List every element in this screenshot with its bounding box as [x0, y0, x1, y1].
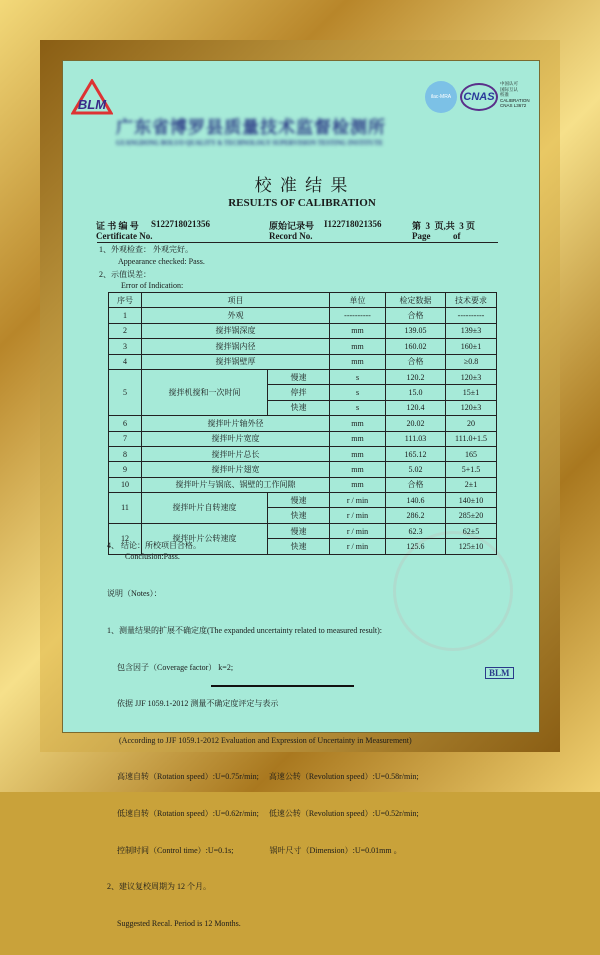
table-row [109, 354, 497, 369]
table-row [109, 416, 497, 431]
item-name: 搅拌锅深度 [142, 323, 330, 338]
sub-item: 快速 [268, 508, 330, 523]
item-name: 搅拌叶片与锅底、锅壁的工作间隙 [142, 477, 330, 492]
header-cell: 单位 [330, 293, 386, 308]
note-line: 高速自转（Rotation speed）:U=0.75r/min; 高速公转（Revolution speed）:U=0.58r/min; [117, 772, 419, 782]
note-line: 依据 JJF 1059.1-2012 测量不确定度评定与表示 [117, 699, 279, 709]
requirement: 120±3 [446, 369, 497, 384]
requirement: 140±10 [446, 493, 497, 508]
requirement: 120±3 [446, 400, 497, 415]
note-line: 1、测量结果的扩展不确定度(The expanded uncertainty related to measured result): [107, 626, 383, 636]
section-2-en: Error of Indication: [121, 281, 184, 290]
institute-name-cn: 广东省博罗县质量技术监督检测所 [116, 118, 386, 137]
section-2-cn: 2、示值误差： [99, 270, 151, 279]
unit: s [330, 400, 386, 415]
item-name: 搅拌锅壁厚 [142, 354, 330, 369]
measured-value: 合格 [386, 354, 446, 369]
unit: mm [330, 431, 386, 446]
record-label-en: Record No. [269, 231, 313, 241]
row-number: 1 [109, 308, 142, 323]
header-cell: 项目 [142, 293, 330, 308]
section-1-cn: 1、外观检查： 外观完好。 [99, 245, 193, 254]
measured-value: 286.2 [386, 508, 446, 523]
measured-value: 165.12 [386, 446, 446, 461]
record-no: I122718021356 [324, 219, 382, 229]
measured-value: 15.0 [386, 385, 446, 400]
table-row [109, 462, 497, 477]
sub-item: 慢速 [268, 523, 330, 538]
requirement: ---------- [446, 308, 497, 323]
note-line: (According to JJF 1059.1-2012 Evaluation and Expression of Uncertainty in Measurement) [119, 735, 412, 745]
unit: mm [330, 446, 386, 461]
requirement: 139±3 [446, 323, 497, 338]
measured-value: 5.02 [386, 462, 446, 477]
cnas-logo: CNAS [460, 83, 498, 111]
requirement: 160±1 [446, 339, 497, 354]
item-name: 外观 [142, 308, 330, 323]
item-name: 搅拌叶片总长 [142, 446, 330, 461]
page-cn: 第 3 页,共 3 页 [412, 221, 476, 231]
svg-text:BLM: BLM [77, 97, 107, 112]
requirement: 2±1 [446, 477, 497, 492]
measured-value: 120.2 [386, 369, 446, 384]
table-row [109, 308, 497, 323]
unit: mm [330, 323, 386, 338]
measured-value: 125.6 [386, 539, 446, 554]
cert-label-cn: 证 书 编 号 [96, 221, 139, 231]
blm-logo [71, 79, 113, 117]
table-row [109, 477, 497, 492]
notes [107, 564, 419, 955]
item-name: 搅拌叶片自转速度 [142, 493, 268, 524]
measured-value: 20.02 [386, 416, 446, 431]
row-number: 2 [109, 323, 142, 338]
row-number: 8 [109, 446, 142, 461]
note-line: Suggested Recal. Period is 12 Months. [117, 918, 241, 928]
section-1-en: Appearance checked: Pass. [118, 257, 205, 266]
table-row [109, 446, 497, 461]
cert-no: S122718021356 [151, 219, 211, 229]
measured-value: 合格 [386, 477, 446, 492]
blm-stamp: BLM [485, 667, 514, 679]
unit: s [330, 385, 386, 400]
row-number: 11 [109, 493, 142, 524]
unit: mm [330, 477, 386, 492]
header-cell: 检定数据 [386, 293, 446, 308]
requirement: 62±5 [446, 523, 497, 538]
unit: ---------- [330, 308, 386, 323]
measured-value: 111.03 [386, 431, 446, 446]
note-line: 包含因子（Coverage factor） k=2; [117, 662, 234, 672]
table-row [109, 339, 497, 354]
cnas-caption [500, 81, 530, 109]
requirement: 285±20 [446, 508, 497, 523]
measured-value: 合格 [386, 308, 446, 323]
unit: r / min [330, 523, 386, 538]
measured-value: 140.6 [386, 493, 446, 508]
row-number: 5 [109, 369, 142, 415]
note-line: 2、建议复校周期为 12 个月。 [107, 882, 211, 892]
table-row [109, 323, 497, 338]
row-number: 7 [109, 431, 142, 446]
institute-name-en: GUANGDONG BOLUO QUALITY & TECHNOLOGY SUPERVISION TESTING INSTITUTE [116, 139, 383, 147]
row-number: 6 [109, 416, 142, 431]
unit: mm [330, 462, 386, 477]
table-row [109, 369, 497, 384]
signature-line [211, 685, 354, 687]
divider [97, 242, 498, 243]
page-en: Page of [412, 231, 461, 241]
unit: s [330, 369, 386, 384]
row-number: 10 [109, 477, 142, 492]
requirement: 15±1 [446, 385, 497, 400]
sub-item: 快速 [268, 539, 330, 554]
sub-item: 快速 [268, 400, 330, 415]
table-row [109, 493, 497, 508]
unit: mm [330, 416, 386, 431]
measured-value: 62.3 [386, 523, 446, 538]
measured-value: 139.05 [386, 323, 446, 338]
unit: mm [330, 339, 386, 354]
unit: r / min [330, 508, 386, 523]
requirement: 111.0+1.5 [446, 431, 497, 446]
cnas-line: 国际互认 [500, 86, 518, 92]
table-row [109, 523, 497, 538]
unit: mm [330, 354, 386, 369]
calibration-table [108, 292, 497, 555]
item-name: 搅拌叶片宽度 [142, 431, 330, 446]
conclusion-cn: 4、 结论：所校项目合格。 [107, 541, 201, 550]
requirement: ≥0.8 [446, 354, 497, 369]
unit: r / min [330, 493, 386, 508]
sub-item: 慢速 [268, 369, 330, 384]
item-name: 搅拌叶片翅宽 [142, 462, 330, 477]
requirement: 125±10 [446, 539, 497, 554]
record-label-cn: 原始记录号 [269, 221, 315, 231]
note-line: 控制时间（Control time）:U=0.1s; 锅叶尺寸（Dimension）:U=0.01mm 。 [117, 845, 402, 855]
row-number: 4 [109, 354, 142, 369]
measured-value: 160.02 [386, 339, 446, 354]
sub-item: 慢速 [268, 493, 330, 508]
unit: r / min [330, 539, 386, 554]
cnas-line: 校准 [500, 92, 509, 97]
requirement: 165 [446, 446, 497, 461]
requirement: 20 [446, 416, 497, 431]
item-name: 搅拌锅内径 [142, 339, 330, 354]
certificate-page [62, 60, 540, 928]
ilac-logo: ilac-MRA [425, 81, 457, 113]
item-name: 搅拌叶片轴外径 [142, 416, 330, 431]
note-line: 说明（Notes）： [107, 589, 162, 599]
measured-value: 120.4 [386, 400, 446, 415]
cnas-line: CALIBRATION [500, 97, 530, 103]
cnas-line: 中国认可 [500, 81, 518, 86]
title-cn: 校 准 结 果 [254, 176, 350, 195]
note-line: 低速自转（Rotation speed）:U=0.62r/min; 低速公转（Revolution speed）:U=0.52r/min; [117, 809, 419, 819]
header-cell: 序号 [109, 293, 142, 308]
table-row [109, 431, 497, 446]
conclusion-en: Conclusion:Pass. [125, 552, 180, 561]
row-number: 9 [109, 462, 142, 477]
cnas-line: CNAS L3672 [500, 103, 527, 108]
sub-item: 停拌 [268, 385, 330, 400]
item-name: 搅拌叶片公转速度 [142, 523, 268, 554]
item-name: 搅拌机搅和一次时间 [142, 369, 268, 415]
title-en: RESULTS OF CALIBRATION [228, 197, 376, 209]
row-number: 3 [109, 339, 142, 354]
requirement: 5+1.5 [446, 462, 497, 477]
table-header [109, 293, 497, 308]
cert-label-en: Certificate No. [96, 231, 153, 241]
row-number: 12 [109, 523, 142, 554]
header-cell: 技术要求 [446, 293, 497, 308]
